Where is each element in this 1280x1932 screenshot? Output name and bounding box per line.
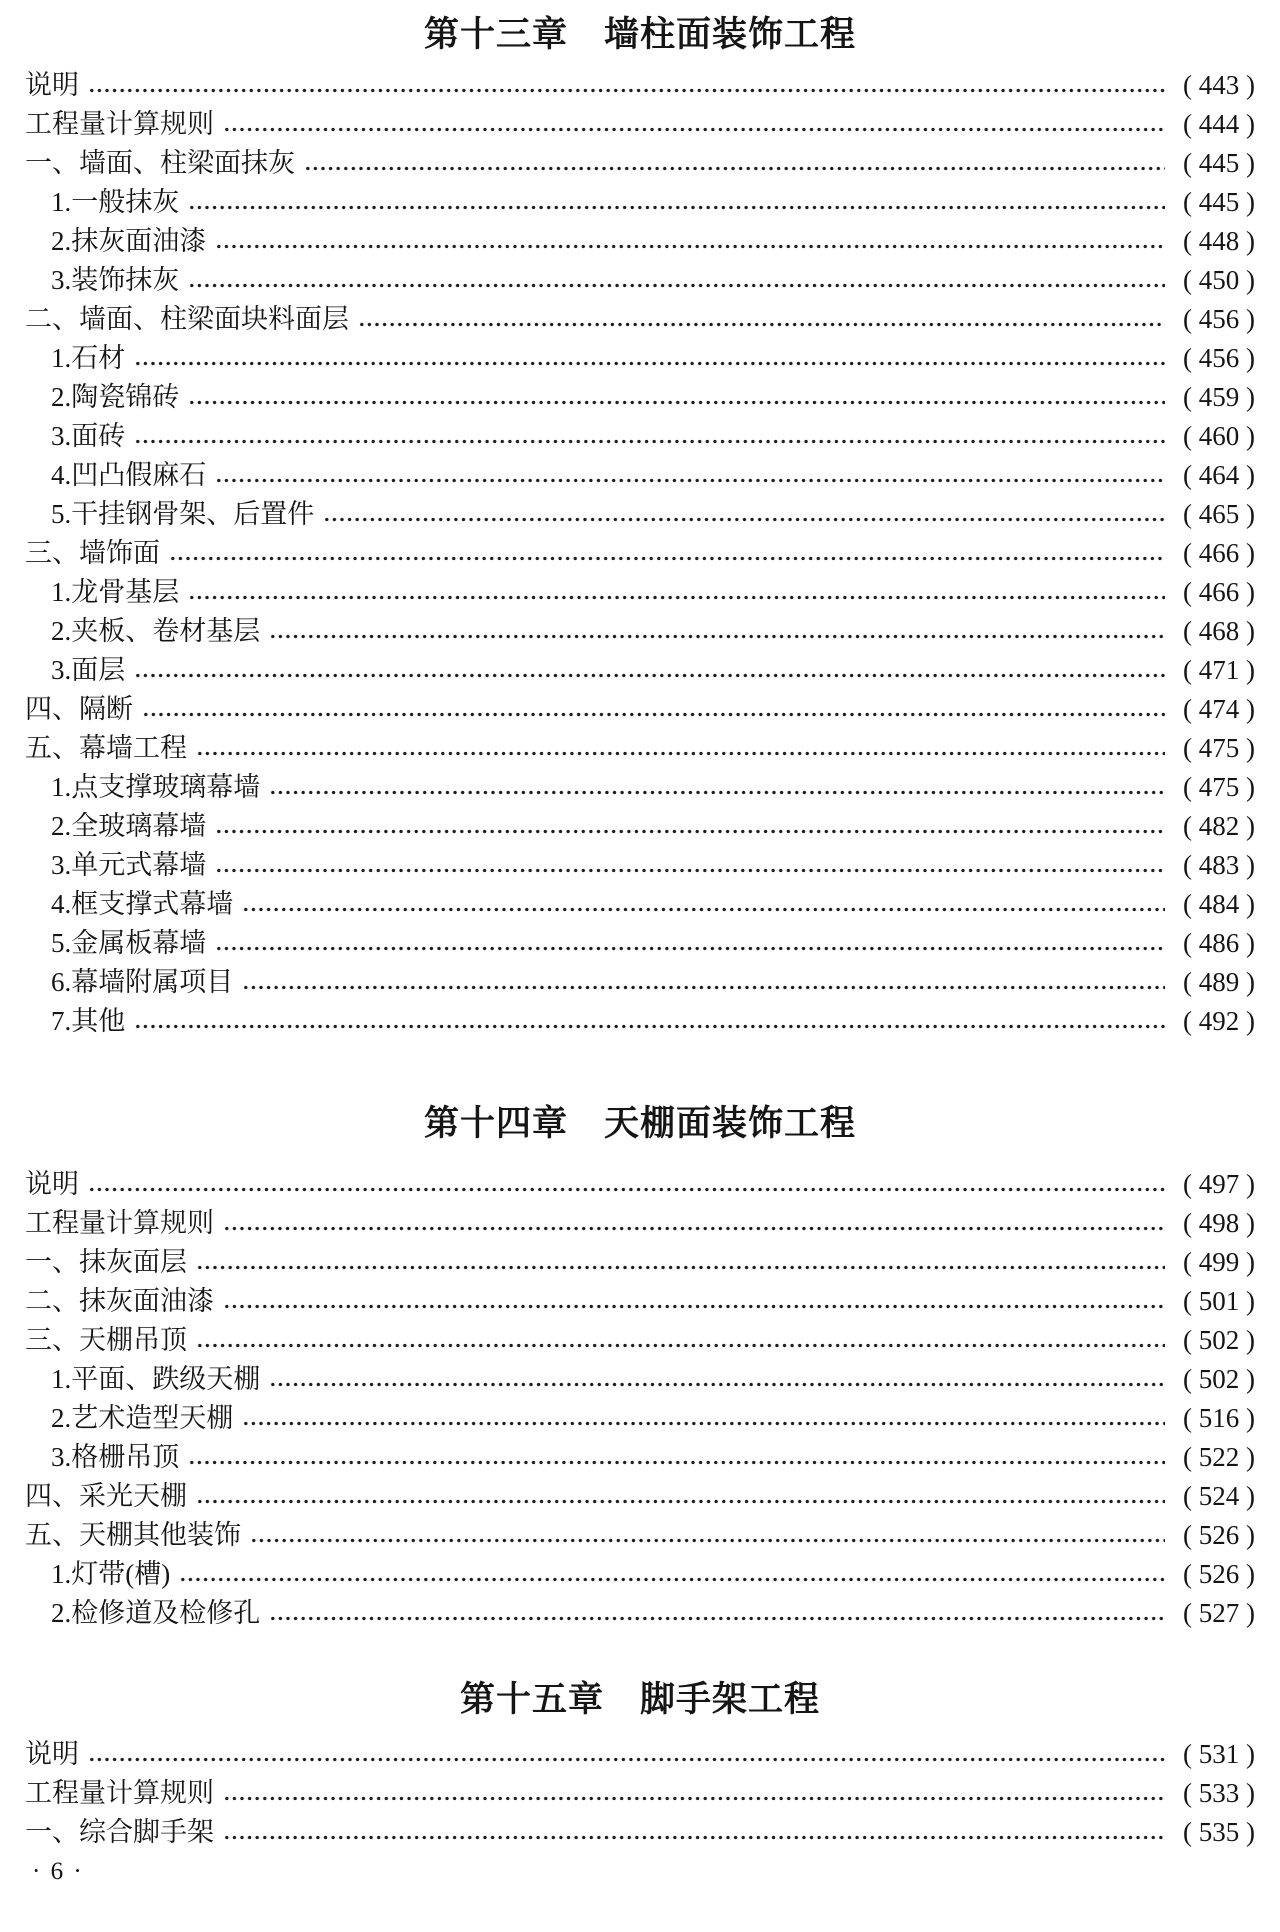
dot-leader: [142, 711, 1165, 718]
toc-entry-page: ( 444 ): [1183, 109, 1255, 139]
dot-leader: [223, 126, 1165, 133]
dot-leader: [196, 750, 1165, 757]
toc-entry-label: 一、抹灰面层: [25, 1247, 187, 1277]
toc-entry-label: 1.石材: [51, 343, 126, 373]
toc-entry-page: ( 498 ): [1183, 1208, 1255, 1238]
toc-entry: [25, 300, 1255, 339]
dot-leader: [323, 516, 1165, 523]
toc-entry-page: ( 443 ): [1183, 70, 1255, 100]
toc-entry-page: ( 445 ): [1183, 148, 1255, 178]
toc-entry-label: 2.全玻璃幕墙: [51, 811, 207, 841]
toc-entry-label: 2.陶瓷锦砖: [51, 382, 180, 412]
toc-chapter: [25, 1677, 1255, 1852]
toc-entry: [25, 768, 1255, 807]
dot-leader: [223, 1225, 1165, 1232]
toc-entry: [25, 885, 1255, 924]
chapter-entries: [25, 1165, 1255, 1633]
toc-entry: [25, 222, 1255, 261]
toc-entry-label: 五、天棚其他装饰: [25, 1520, 241, 1550]
toc-entry: [25, 378, 1255, 417]
toc-entry-page: ( 501 ): [1183, 1286, 1255, 1316]
toc-entry-label: 7.其他: [51, 1006, 126, 1036]
toc-entry-page: ( 531 ): [1183, 1739, 1255, 1769]
toc-entry-label: 二、墙面、柱梁面块料面层: [25, 304, 349, 334]
toc-entry-label: 4.凹凸假麻石: [51, 460, 207, 490]
toc-entry-label: 说明: [25, 1739, 79, 1769]
dot-leader: [242, 906, 1165, 913]
page-number-footer: · 6 ·: [32, 1858, 84, 1885]
toc-entry-page: ( 524 ): [1183, 1481, 1255, 1511]
toc-entry: [25, 105, 1255, 144]
toc-entry-page: ( 459 ): [1183, 382, 1255, 412]
dot-leader: [134, 438, 1165, 445]
dot-leader: [250, 1537, 1165, 1544]
toc-entry-label: 3.单元式幕墙: [51, 850, 207, 880]
dot-leader: [169, 555, 1165, 562]
toc-entry: [25, 1165, 1255, 1204]
toc-entry: [25, 1399, 1255, 1438]
toc-entry: [25, 573, 1255, 612]
toc-entry-label: 工程量计算规则: [25, 1208, 214, 1238]
toc-entry: [25, 1282, 1255, 1321]
toc-entry-label: 2.检修道及检修孔: [51, 1598, 261, 1628]
dot-leader: [188, 399, 1165, 406]
toc-entry-label: 1.平面、跌级天棚: [51, 1364, 261, 1394]
toc-entry-label: 说明: [25, 70, 79, 100]
dot-leader: [215, 945, 1165, 952]
toc-entry-label: 5.金属板幕墙: [51, 928, 207, 958]
toc-entry-page: ( 456 ): [1183, 343, 1255, 373]
dot-leader: [242, 1420, 1165, 1427]
dot-leader: [196, 1498, 1165, 1505]
toc-entry-page: ( 497 ): [1183, 1169, 1255, 1199]
toc-entry-page: ( 522 ): [1183, 1442, 1255, 1472]
toc-entry: [25, 1321, 1255, 1360]
dot-leader: [269, 633, 1165, 640]
toc-entry-page: ( 526 ): [1183, 1520, 1255, 1550]
toc-entry-label: 四、隔断: [25, 694, 133, 724]
dot-leader: [223, 1795, 1165, 1802]
toc-entry: [25, 417, 1255, 456]
toc-entry-page: ( 527 ): [1183, 1598, 1255, 1628]
toc-entry-page: ( 466 ): [1183, 538, 1255, 568]
toc-entry: [25, 183, 1255, 222]
toc-entry-label: 1.一般抹灰: [51, 187, 180, 217]
toc-entry-page: ( 468 ): [1183, 616, 1255, 646]
toc-entry-page: ( 499 ): [1183, 1247, 1255, 1277]
toc-entry: [25, 1555, 1255, 1594]
toc-entry-page: ( 445 ): [1183, 187, 1255, 217]
dot-leader: [188, 282, 1165, 289]
toc-entry-label: 3.装饰抹灰: [51, 265, 180, 295]
toc-entry-page: ( 465 ): [1183, 499, 1255, 529]
toc-chapters: [25, 12, 1255, 1852]
toc-entry-page: ( 448 ): [1183, 226, 1255, 256]
toc-entry-label: 3.格栅吊顶: [51, 1442, 180, 1472]
toc-entry: [25, 924, 1255, 963]
dot-leader: [269, 1381, 1165, 1388]
toc-entry-label: 三、天棚吊顶: [25, 1325, 187, 1355]
chapter-title: 第十三章 墙柱面装饰工程: [423, 15, 856, 54]
toc-entry-label: 工程量计算规则: [25, 109, 214, 139]
dot-leader: [242, 984, 1165, 991]
toc-entry-label: 5.干挂钢骨架、后置件: [51, 499, 315, 529]
chapter-entries: [25, 1735, 1255, 1852]
toc-entry: [25, 690, 1255, 729]
toc-entry: [25, 1002, 1255, 1041]
toc-entry-label: 1.点支撑玻璃幕墙: [51, 772, 261, 802]
toc-chapter: [25, 1101, 1255, 1633]
toc-entry-label: 1.龙骨基层: [51, 577, 180, 607]
toc-entry: [25, 66, 1255, 105]
toc-entry: [25, 1360, 1255, 1399]
dot-leader: [215, 828, 1165, 835]
toc-entry-page: ( 471 ): [1183, 655, 1255, 685]
toc-entry-page: ( 535 ): [1183, 1817, 1255, 1847]
dot-leader: [88, 1186, 1165, 1193]
dot-leader: [88, 1756, 1165, 1763]
dot-leader: [358, 321, 1165, 328]
toc-entry: [25, 651, 1255, 690]
dot-leader: [188, 204, 1165, 211]
toc-entry: [25, 1735, 1255, 1774]
toc-entry-page: ( 460 ): [1183, 421, 1255, 451]
toc-entry: [25, 1438, 1255, 1477]
toc-entry-page: ( 474 ): [1183, 694, 1255, 724]
toc-entry-page: ( 526 ): [1183, 1559, 1255, 1589]
toc-entry-page: ( 475 ): [1183, 733, 1255, 763]
dot-leader: [196, 1342, 1165, 1349]
toc-entry: [25, 1774, 1255, 1813]
toc-entry: [25, 1594, 1255, 1633]
toc-entry-page: ( 516 ): [1183, 1403, 1255, 1433]
toc-entry-page: ( 450 ): [1183, 265, 1255, 295]
toc-entry-page: ( 456 ): [1183, 304, 1255, 334]
dot-leader: [134, 672, 1165, 679]
dot-leader: [223, 1834, 1165, 1841]
toc-entry-label: 1.灯带(槽): [51, 1559, 171, 1589]
dot-leader: [269, 789, 1165, 796]
toc-entry-page: ( 492 ): [1183, 1006, 1255, 1036]
toc-entry-label: 二、抹灰面油漆: [25, 1286, 214, 1316]
toc-entry-label: 三、墙饰面: [25, 538, 160, 568]
toc-chapter: [25, 12, 1255, 1041]
toc-entry-label: 2.艺术造型天棚: [51, 1403, 234, 1433]
chapter-entries: [25, 66, 1255, 1041]
toc-entry: [25, 963, 1255, 1002]
toc-entry-label: 3.面砖: [51, 421, 126, 451]
dot-leader: [179, 1576, 1165, 1583]
toc-entry: [25, 1813, 1255, 1852]
toc-entry: [25, 1477, 1255, 1516]
toc-entry: [25, 1204, 1255, 1243]
dot-leader: [134, 360, 1165, 367]
toc-entry-page: ( 482 ): [1183, 811, 1255, 841]
toc-entry-label: 4.框支撑式幕墙: [51, 889, 234, 919]
dot-leader: [223, 1303, 1165, 1310]
dot-leader: [88, 87, 1165, 94]
toc-entry-label: 说明: [25, 1169, 79, 1199]
toc-entry: [25, 534, 1255, 573]
toc-entry-label: 工程量计算规则: [25, 1778, 214, 1808]
toc-entry-page: ( 502 ): [1183, 1325, 1255, 1355]
toc-entry: [25, 495, 1255, 534]
dot-leader: [215, 243, 1165, 250]
toc-entry-page: ( 475 ): [1183, 772, 1255, 802]
toc-entry: [25, 612, 1255, 651]
dot-leader: [215, 477, 1165, 484]
toc-entry-label: 五、幕墙工程: [25, 733, 187, 763]
dot-leader: [304, 165, 1165, 172]
toc-entry-page: ( 466 ): [1183, 577, 1255, 607]
toc-entry: [25, 1243, 1255, 1282]
chapter-title: 第十四章 天棚面装饰工程: [423, 1104, 856, 1143]
dot-leader: [196, 1264, 1165, 1271]
toc-entry-label: 一、综合脚手架: [25, 1817, 214, 1847]
toc-entry-label: 2.抹灰面油漆: [51, 226, 207, 256]
toc-entry: [25, 261, 1255, 300]
toc-entry: [25, 456, 1255, 495]
toc-entry-label: 2.夹板、卷材基层: [51, 616, 261, 646]
dot-leader: [269, 1615, 1165, 1622]
toc-entry: [25, 807, 1255, 846]
toc-entry-page: ( 484 ): [1183, 889, 1255, 919]
dot-leader: [188, 594, 1165, 601]
toc-entry-page: ( 464 ): [1183, 460, 1255, 490]
toc-entry-label: 一、墙面、柱梁面抹灰: [25, 148, 295, 178]
dot-leader: [188, 1459, 1165, 1466]
toc-entry-page: ( 533 ): [1183, 1778, 1255, 1808]
toc-entry: [25, 144, 1255, 183]
toc-entry-label: 6.幕墙附属项目: [51, 967, 234, 997]
dot-leader: [134, 1023, 1165, 1030]
dot-leader: [215, 867, 1165, 874]
toc-entry-label: 3.面层: [51, 655, 126, 685]
chapter-title: 第十五章 脚手架工程: [459, 1680, 820, 1719]
toc-entry: [25, 846, 1255, 885]
toc-entry-page: ( 489 ): [1183, 967, 1255, 997]
toc-entry-page: ( 486 ): [1183, 928, 1255, 958]
toc-entry-label: 四、采光天棚: [25, 1481, 187, 1511]
toc-entry-page: ( 502 ): [1183, 1364, 1255, 1394]
toc-entry: [25, 1516, 1255, 1555]
toc-entry: [25, 339, 1255, 378]
toc-entry-page: ( 483 ): [1183, 850, 1255, 880]
toc-entry: [25, 729, 1255, 768]
